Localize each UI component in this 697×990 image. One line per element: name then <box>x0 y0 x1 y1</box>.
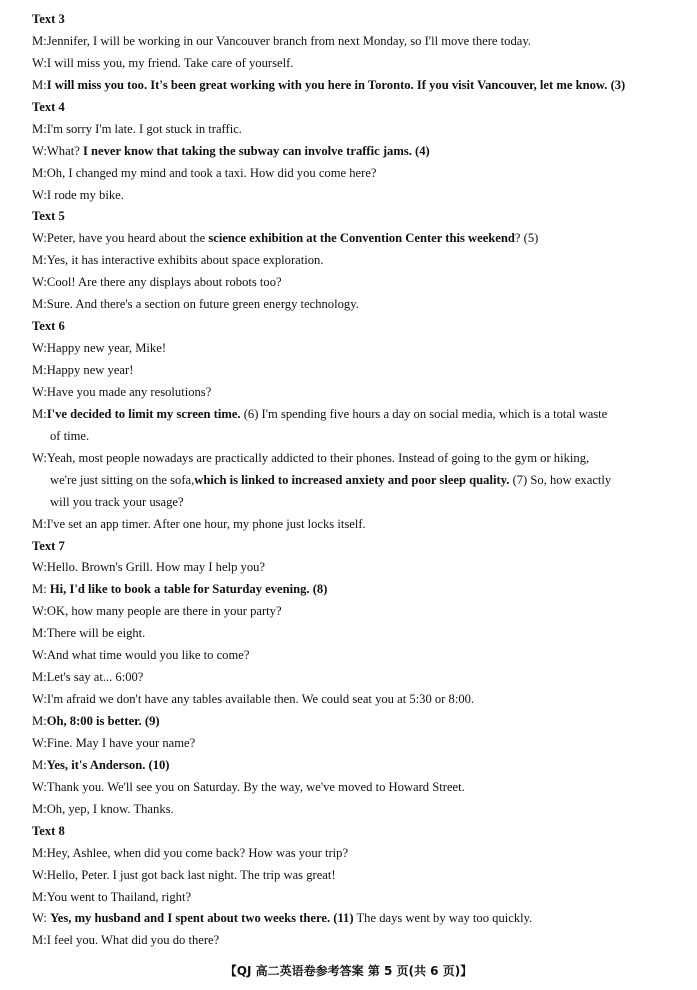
dialogue-text: M:Happy new year! <box>32 363 134 377</box>
dialogue-line <box>32 141 672 163</box>
dialogue-line <box>32 75 672 97</box>
dialogue-text: M:Sure. And there's a section on future green energy technology. <box>32 297 359 312</box>
dialogue-text: M: <box>32 406 47 421</box>
dialogue-line <box>32 711 672 733</box>
section-heading: Text 5 <box>32 209 65 224</box>
dialogue-line <box>32 514 672 536</box>
dialogue-line <box>32 404 672 426</box>
dialogue-line <box>32 31 672 53</box>
answer-highlight: Yes, it's Anderson. (10) <box>46 757 170 772</box>
dialogue-text: The days went by way too quickly. <box>353 911 533 926</box>
dialogue-line <box>32 382 672 404</box>
dialogue-text: of time. <box>50 428 90 443</box>
dialogue-text: W: <box>32 911 51 926</box>
dialogue-text: W:Cool! Are there any displays about robots too? <box>32 275 282 290</box>
dialogue-line <box>32 755 672 777</box>
dialogue-text: M: <box>32 757 47 772</box>
dialogue-line <box>32 360 672 382</box>
dialogue-line <box>32 119 672 141</box>
answer-highlight: I will miss you too. It's been great working with you here in Toronto. If you visit Vancouver, let me know. (3) <box>46 77 626 92</box>
dialogue-text: (7) So, how exactly <box>509 472 612 487</box>
dialogue-text: M:Yes, it has interactive exhibits about space exploration. <box>32 253 324 268</box>
dialogue-line <box>32 908 672 930</box>
answer-highlight: Yes, my husband and I spent about two weeks there. (11) <box>50 911 354 926</box>
dialogue-text: W:Yeah, most people nowadays are practically addicted to their phones. Instead of going to the gym or hiking, <box>32 450 590 465</box>
dialogue-line <box>32 843 672 865</box>
answer-highlight: Hi, I'd like to book a table for Saturday evening. (8) <box>49 582 328 597</box>
dialogue-line <box>32 733 672 755</box>
dialogue-text: W:Thank you. We'll see you on Saturday. By the way, we've moved to Howard Street. <box>32 779 465 794</box>
dialogue-line <box>32 185 672 207</box>
dialogue-text: W:Fine. May I have your name? <box>32 735 196 750</box>
answer-highlight: I've decided to limit my screen time. <box>46 406 241 421</box>
section-heading: Text 7 <box>32 538 65 553</box>
dialogue-line <box>32 250 672 272</box>
dialogue-text: M:Oh, I changed my mind and took a taxi. How did you come here? <box>32 165 377 180</box>
answer-highlight: which is linked to increased anxiety and poor sleep quality. <box>194 472 510 487</box>
dialogue-text: W:Have you made any resolutions? <box>32 384 212 399</box>
dialogue-line <box>32 470 672 492</box>
dialogue-line <box>32 799 672 821</box>
dialogue-text: M:Let's say at... 6:00? <box>32 670 144 685</box>
dialogue-line <box>32 601 672 623</box>
dialogue-text: W:I'm afraid we don't have any tables available then. We could seat you at 5:30 or 8:00. <box>32 692 475 707</box>
dialogue-text: W:Hello. Brown's Grill. How may I help you? <box>32 560 265 575</box>
dialogue-line <box>32 492 672 514</box>
section-heading: Text 4 <box>32 99 65 114</box>
dialogue-text: M:There will be eight. <box>32 626 146 641</box>
dialogue-line <box>32 272 672 294</box>
dialogue-line <box>32 294 672 316</box>
dialogue-line <box>32 579 672 601</box>
dialogue-line <box>32 623 672 645</box>
dialogue-line <box>32 338 672 360</box>
dialogue-text: W:What? <box>32 143 83 158</box>
dialogue-line <box>32 930 672 952</box>
dialogue-line <box>32 557 672 579</box>
dialogue-line <box>32 667 672 689</box>
dialogue-text: we're just sitting on the sofa, <box>50 472 195 487</box>
dialogue-line <box>32 53 672 75</box>
dialogue-text: M:I've set an app timer. After one hour, my phone just locks itself. <box>32 516 366 531</box>
dialogue-text: M:Hey, Ashlee, when did you come back? How was your trip? <box>32 845 349 860</box>
dialogue-text: M:Oh, yep, I know. Thanks. <box>32 801 174 816</box>
dialogue-line <box>32 777 672 799</box>
dialogue-line <box>32 228 672 250</box>
dialogue-text: ? (5) <box>514 231 539 246</box>
page-footer: 【QJ 高二英语卷参考答案 第 5 页(共 6 页)】 <box>224 964 473 978</box>
dialogue-line <box>32 426 672 448</box>
dialogue-text: M:I feel you. What did you do there? <box>32 933 220 948</box>
section-heading: Text 6 <box>32 319 65 334</box>
dialogue-text: W:Happy new year, Mike! <box>32 341 167 356</box>
dialogue-line <box>32 645 672 667</box>
answer-highlight: Oh, 8:00 is better. (9) <box>46 714 160 728</box>
dialogue-text: W:I will miss you, my friend. Take care of yourself. <box>32 55 294 70</box>
dialogue-text: M: <box>32 714 47 728</box>
transcript-page <box>32 9 672 952</box>
dialogue-text: M: <box>32 582 50 597</box>
section-heading: Text 3 <box>32 12 65 26</box>
dialogue-text: M:I'm sorry I'm late. I got stuck in traffic. <box>32 121 242 136</box>
dialogue-line <box>32 887 672 909</box>
dialogue-line <box>32 689 672 711</box>
dialogue-text: W:I rode my bike. <box>32 187 124 202</box>
dialogue-line <box>32 865 672 887</box>
dialogue-text: W:And what time would you like to come? <box>32 648 250 663</box>
dialogue-text: M: <box>32 77 47 92</box>
section-heading: Text 8 <box>32 823 65 838</box>
dialogue-text: W:Hello, Peter. I just got back last night. The trip was great! <box>32 867 336 882</box>
dialogue-text: M:Jennifer, I will be working in our Vancouver branch from next Monday, so I'll move there today. <box>32 33 531 48</box>
dialogue-text: W:Peter, have you heard about the <box>32 231 209 246</box>
dialogue-text: W:OK, how many people are there in your party? <box>32 604 282 619</box>
dialogue-line <box>32 448 672 470</box>
dialogue-text: (6) I'm spending five hours a day on social media, which is a total waste <box>240 406 608 421</box>
dialogue-line <box>32 163 672 185</box>
answer-highlight: I never know that taking the subway can involve traffic jams. (4) <box>82 143 430 158</box>
dialogue-text: M:You went to Thailand, right? <box>32 889 192 904</box>
dialogue-text: will you track your usage? <box>50 494 184 509</box>
answer-highlight: science exhibition at the Convention Center this weekend <box>208 231 515 246</box>
